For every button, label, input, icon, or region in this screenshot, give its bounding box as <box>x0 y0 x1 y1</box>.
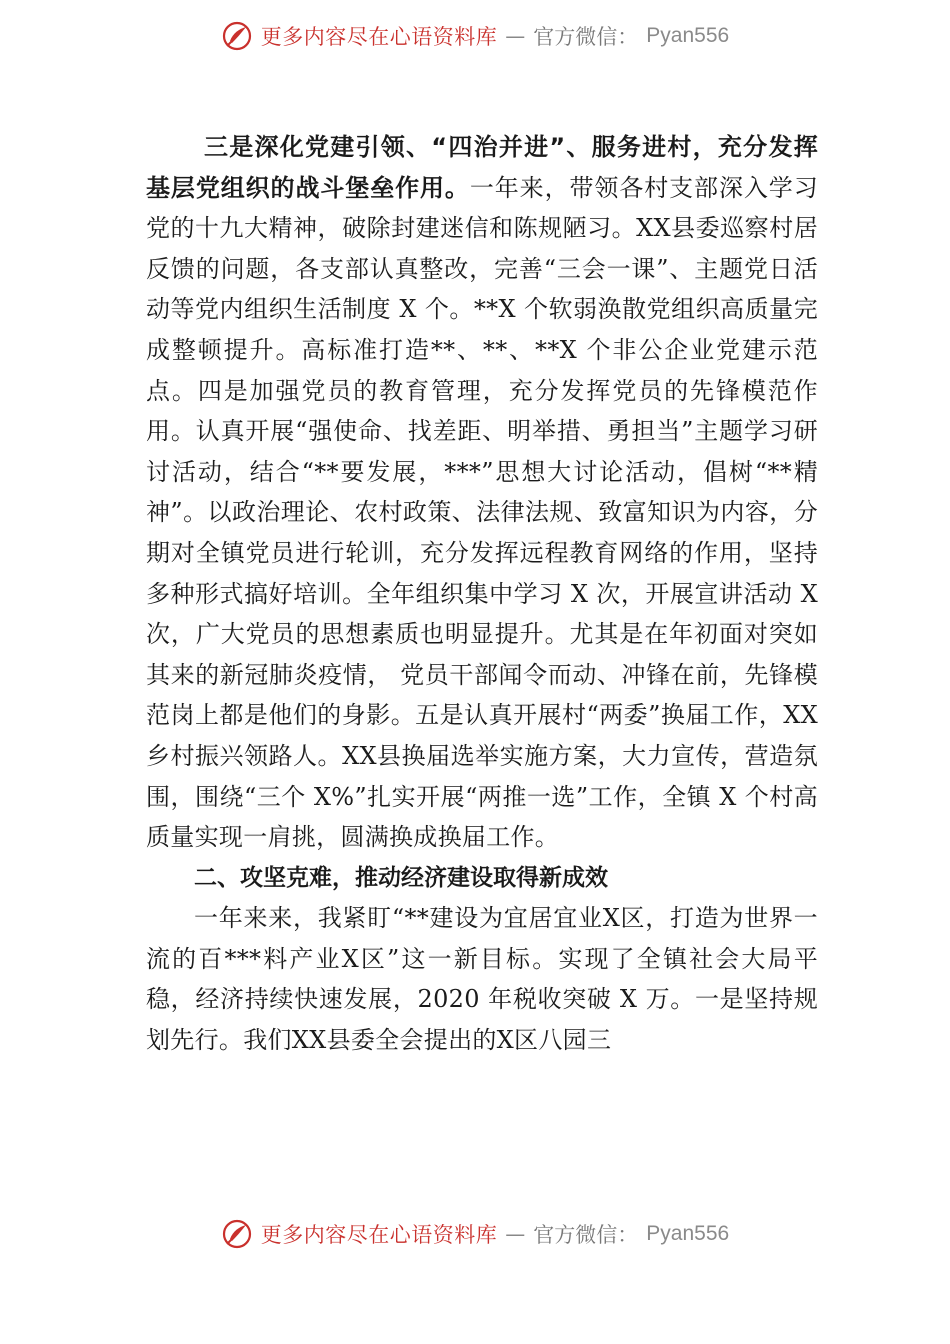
watermark-text: 更多内容尽在心语资料库 <box>260 25 498 49</box>
brand-logo-icon <box>221 1218 253 1250</box>
section-heading: 二、攻坚克难，推动经济建设取得新成效 <box>194 864 608 891</box>
watermark-separator: — <box>505 24 526 48</box>
brand-logo-icon <box>221 20 253 52</box>
watermark-wechat-label: 官方微信： <box>533 25 639 49</box>
watermark-text: 更多内容尽在心语资料库 <box>260 1223 498 1247</box>
paragraph-economy: 一年来来，我紧盯“**建设为宜居宜业X区，打造为世界一流的百***料产业X区”这一新目标。实现了全镇社会大局平稳，经济持续快速发展，2020 年税收突破 X 万。一是坚持规划先行。我们XX县委全会提出的X区八园三 <box>146 904 818 1055</box>
paragraph-party-building <box>146 127 818 858</box>
watermark-separator: — <box>505 1222 526 1246</box>
watermark-account: Pyan556 <box>646 24 730 47</box>
header-watermark <box>0 16 950 56</box>
document-body <box>146 127 818 1061</box>
watermark-account: Pyan556 <box>646 1222 730 1245</box>
watermark-wechat-label: 官方微信： <box>533 1223 639 1247</box>
paragraph-body: 一年来，带领各村支部深入学习党的十九大精神，破除封建迷信和陈规陋习。XX县委巡察村居反馈的问题，各支部认真整改，完善“三会一课”、主题党日活动等党内组织生活制度 X 个。**X 个软弱涣散党组织高质量完成整顿提升。高标准打造**、**、**X 个非公企业党建示范点。四是加强党员的教育管理，充分发挥党员的先锋模范作用。认真开展“强使命、找差距、明举措、勇担当”主题学习研讨活动，结合“**要发展，***”思想大讨论活动，倡树“**精神”。以政治理论、农村政策、法律法规、致富知识为内容，分期对全镇党员进行轮训，充分发挥远程教育网络的作用，坚持多种形式搞好培训。全年组织集中学习 X 次，开展宣讲活动 X 次，广大党员的思想素质也明显提升。尤其是在年初面对突如其来的新冠肺炎疫情， 党员干部闻令而动、冲锋在前，先锋模范岗上都是他们的身影。五是认真开展村“两委”换届工作，XX乡村振兴领路人。XX县换届选举实施方案，大力宣传，营造氛围，围绕“三个 X%”扎实开展“两推一选”工作，全镇 X 个村高质量实现一肩挑，圆满换成换届工作。 <box>146 173 819 852</box>
paragraph-bold-lead: 三是深化党建引领、“四治并进”、服务进村，充分发挥基层党组织的战斗堡垒作用。 <box>146 133 818 202</box>
footer-watermark <box>0 1214 950 1254</box>
